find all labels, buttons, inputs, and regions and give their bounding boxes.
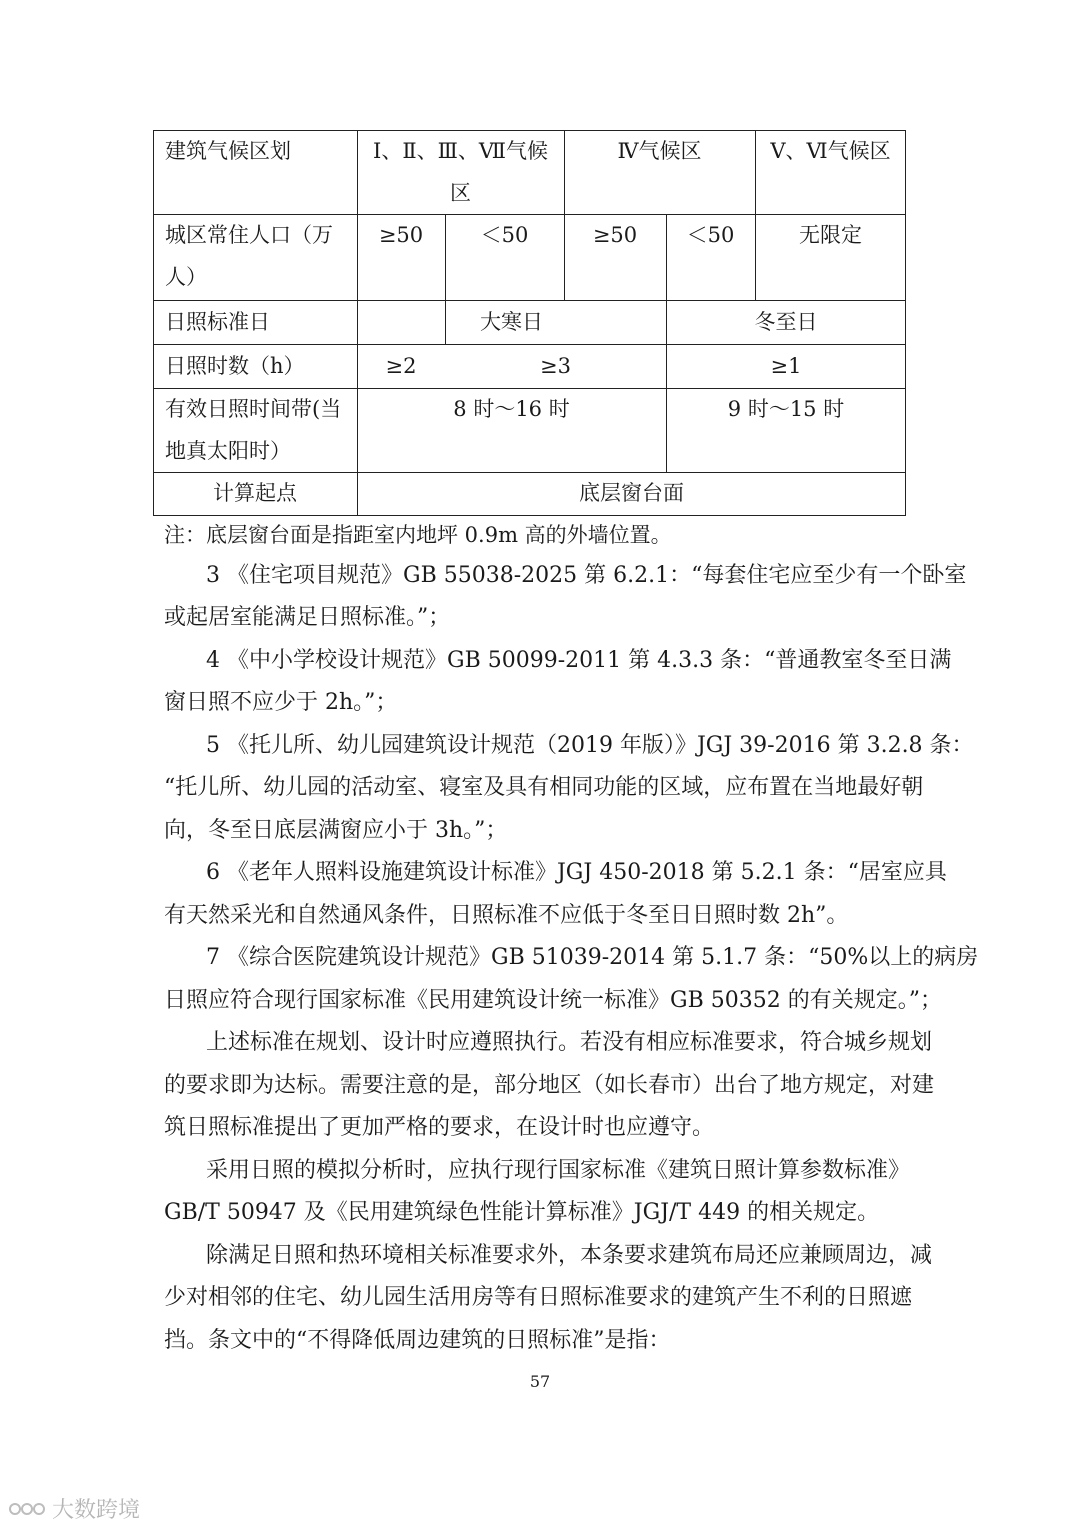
cell-band-1: 8 时～16 时 (453, 397, 570, 421)
cell-hours-label: 日照时数（h） (165, 354, 305, 378)
body-line: “托儿所、幼儿园的活动室、寝室及具有相同功能的区域，应布置在当地最好朝 (164, 775, 924, 800)
body-line: 6 《老年人照料设施建筑设计标准》JGJ 450-2018 第 5.2.1 条：“居室应具 (206, 860, 947, 885)
cell-zone-1 (357, 130, 564, 214)
body-line: 向，冬至日底层满窗应小于 3h。”； (164, 818, 508, 843)
body-line: 7 《综合医院建筑设计规范》GB 51039-2014 第 5.1.7 条：“50%以上的病房 (206, 945, 979, 970)
body-line: 上述标准在规划、设计时应遵照执行。若没有相应标准要求，符合城乡规划 (206, 1030, 933, 1055)
cell-hours-1: ≥2 (385, 354, 417, 378)
cell-zone-1-line1: Ⅰ、Ⅱ、Ⅲ、Ⅶ气候 (373, 139, 548, 163)
cell-pop-1: ≥50 (378, 223, 424, 247)
page-number: 57 (529, 1372, 551, 1391)
body-line: 除满足日照和热环境相关标准要求外，本条要求建筑布局还应兼顾周边，减 (206, 1243, 933, 1268)
body-line: 5 《托儿所、幼儿园建筑设计规范（2019 年版）》JGJ 39-2016 第 3.2.8 条： (206, 733, 974, 758)
watermark (8, 1493, 140, 1524)
cell-day-2: 冬至日 (754, 310, 818, 334)
cell-pop-5: 无限定 (799, 223, 862, 247)
body-line: 窗日照不应少于 2h。”； (164, 690, 398, 715)
watermark-logo-icon (8, 1498, 48, 1520)
cell-band-2: 9 时～15 时 (727, 397, 845, 421)
cell-zone-1-line2: 区 (450, 181, 471, 205)
cell-zone-3: Ⅴ、Ⅵ气候区 (770, 139, 891, 163)
body-line: 有天然采光和自然通风条件，日照标准不应低于冬至日日照时数 2h”。 (164, 903, 849, 928)
body-line: 或起居室能满足日照标准。”； (164, 605, 451, 630)
body-line: 筑日照标准提出了更加严格的要求，在设计时也应遵守。 (164, 1115, 715, 1140)
cell-day-1: 大寒日 (480, 310, 543, 334)
cell-climate-label: 建筑气候区划 (165, 139, 291, 163)
watermark-text: 大数跨境 (52, 1498, 141, 1523)
body-line: 的要求即为达标。需要注意的是，部分地区（如长春市）出台了地方规定，对建 (164, 1073, 935, 1098)
cell-population-label (153, 214, 357, 298)
cell-day-label: 日照标准日 (165, 310, 270, 334)
body-line: 日照应符合现行国家标准《民用建筑设计统一标准》GB 50352 的有关规定。”； (164, 988, 942, 1013)
cell-population-label-line1: 城区常住人口（万 (165, 223, 333, 247)
cell-pop-4: ＜50 (686, 223, 735, 247)
cell-start-value: 底层窗台面 (579, 481, 684, 505)
cell-band-label-line2: 地真太阳时） (165, 439, 291, 463)
body-line: 采用日照的模拟分析时，应执行现行国家标准《建筑日照计算参数标准》 (206, 1158, 911, 1183)
cell-pop-3: ≥50 (592, 223, 638, 247)
sunlight-standard-table (153, 130, 906, 516)
body-line: GB/T 50947 及《民用建筑绿色性能计算标准》JGJ/T 449 的相关规定。 (164, 1200, 880, 1225)
table-note: 注：底层窗台面是指距室内地坪 0.9m 高的外墙位置。 (164, 523, 672, 547)
body-line: 少对相邻的住宅、幼儿园生活用房等有日照标准要求的建筑产生不利的日照遮 (164, 1285, 913, 1310)
cell-zone-2: Ⅳ气候区 (617, 139, 702, 163)
cell-start-label: 计算起点 (213, 481, 297, 505)
cell-population-label-line2: 人） (165, 265, 207, 289)
body-line: 挡。条文中的“不得降低周边建筑的日照标准”是指： (164, 1328, 671, 1353)
body-line: 4 《中小学校设计规范》GB 50099-2011 第 4.3.3 条：“普通教室冬至日满 (206, 648, 952, 673)
cell-hours-2: ≥3 (540, 354, 571, 378)
cell-band-label (153, 388, 357, 472)
cell-pop-2: ＜50 (480, 223, 529, 247)
cell-band-label-line1: 有效日照时间带(当 (165, 397, 342, 421)
cell-hours-3: ≥1 (770, 354, 802, 378)
body-line: 3 《住宅项目规范》GB 55038-2025 第 6.2.1：“每套住宅应至少有一个卧室 (206, 563, 967, 588)
